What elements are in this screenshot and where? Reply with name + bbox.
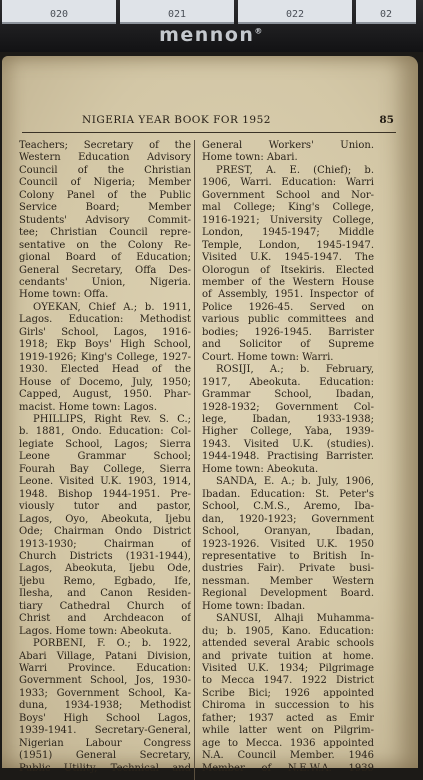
running-title: NIGERIA YEAR BOOK FOR 1952 [82,114,271,126]
text-line: Leone. Visited U.K. 1903, 1914, [19,476,191,488]
text-line: cendants' Union, Nigeria. [19,276,191,288]
text-line: House of Docemo, July, 1950; [19,376,191,388]
text-line: mal College; King's College, [202,202,374,214]
text-line: 1916-1921; University College, [202,214,374,226]
text-line: legiate School, Lagos; Sierra [19,438,191,450]
page-number: 85 [379,114,394,126]
text-line: Students' Advisory Commit- [19,214,191,226]
text-line: 1919-1926; King's College, 1927- [19,351,191,363]
text-line: 1948. Bishop 1944-1951. Pre- [19,488,191,500]
text-line: Home town: Ibadan. [202,600,306,612]
text-line: gional Board of Education; [19,252,191,264]
text-line: sentative on the Colony Re- [19,239,191,251]
scale-label: 022 [285,9,305,20]
text-line: representative to British In- [202,550,374,562]
text-line: Ibadan. Education: St. Peter's [202,488,374,500]
text-line: 1933; Government School, Ka- [19,687,191,699]
text-line: Christ and Archdeacon of [19,613,191,625]
scale-cell [238,0,352,24]
text-line: Nigerian Labour Congress [19,737,191,749]
book-page [2,56,418,774]
scale-cell [2,0,116,24]
text-line: dan, 1920-1923; Government [202,513,374,525]
column-divider [194,140,195,780]
text-line: Higher College, Yaba, 1939- [202,426,374,438]
text-line: 1906, Warri. Education: Warri [202,177,374,189]
text-line: Capped, August, 1950. Phar- [19,389,191,401]
text-line: lege, Ibadan, 1933-1938; [202,413,374,425]
scanner-logo [0,24,423,46]
scale-label: 02 [379,9,393,20]
text-line: Warri Province. Education: [19,663,191,675]
text-line: (1951) General Secretary, [19,750,191,762]
text-line: Home town: Abari. [202,152,298,164]
text-line: 1918; Ekp Boys' High School, [19,339,191,351]
scale-label: 021 [167,9,187,20]
text-line: 1943. Visited U.K. (studies). [202,438,374,450]
text-line: 1930. Elected Head of the [19,364,191,376]
scale-cell [120,0,234,24]
text-line: tiary Cathedral Church of [19,600,191,612]
scale-label: 020 [49,9,69,20]
text-line: Visited U.K. 1934; Pilgrimage [202,663,374,675]
text-line: Teachers; Secretary of the [19,140,191,151]
text-line: ROSIJI, A.; b. February, [216,364,374,376]
text-line: PHILLIPS, Right Rev. S. C.; [33,413,191,425]
text-line: tee; Christian Council repre- [19,227,191,239]
text-line: Regional Development Board. [202,588,374,600]
text-line: nessman. Member Western [202,575,374,587]
text-line: to Mecca 1947. 1922 District [202,675,374,687]
text-line: Government School and Nor- [202,189,374,201]
text-line: Scribe Bici; 1926 appointed [202,687,374,699]
text-line: Lagos. Education: Methodist [19,314,191,326]
text-line: 1913-1930; Chairman of [19,538,191,550]
left-column [19,140,191,775]
text-line: member of the Western House [202,276,374,288]
text-line: Lagos, Abeokuta, Ijebu Ode, [19,563,191,575]
text-line: father; 1937 acted as Emir [202,712,374,724]
text-line: various public committees and [202,314,374,326]
text-line: PORBENI, F. O.; b. 1922, [33,638,191,650]
text-line: School, Oranyan, Ibadan, [202,526,374,538]
text-line: Lagos, Oyo, Abeokuta, Ijebu [19,513,191,525]
text-line: Colony Panel of the Public [19,189,191,201]
text-line: Member of N.E.W.A. 1939 [202,762,374,774]
text-line: while latter went on Pilgrim- [202,725,374,737]
scanner-scale [0,0,423,22]
brand-mark: ® [254,26,264,36]
text-line: Leone Grammar School; [19,451,191,463]
text-line: 1928-1932; Government Col- [202,401,374,413]
text-line: 1923-1926. Visited U.K. 1950 [202,538,374,550]
text-line: duna, 1934-1938; Methodist [19,700,191,712]
text-line: SANDA, E. A.; b. July, 1906, [216,476,374,488]
text-line: Police 1926-45. Served on [202,301,374,313]
text-line: Temple, London, 1945-1947. [202,239,374,251]
text-line: Lagos. Home town: Abeokuta. [19,625,172,637]
text-line: Visited U.K. 1945-1947. The [202,252,374,264]
text-line: 1939-1941. Secretary-General, [19,725,191,737]
text-line: attended several Arabic schools [202,638,374,650]
text-line: Home town: Abeokuta. [202,463,319,475]
text-line: Girls' School, Lagos, 1916- [19,326,191,338]
text-line: age to Mecca. 1936 appointed [202,737,374,749]
text-line: 1944-1948. Practising Barrister. [202,451,374,463]
text-line: General Secretary, Offa Des- [19,264,191,276]
text-line: Fourah Bay College, Sierra [19,463,191,475]
text-line: bodies; 1926-1945. Barrister [202,326,374,338]
text-line: Boys' High School Lagos, [19,712,191,724]
right-column [202,140,374,775]
brand-name: mennon [159,24,255,46]
text-line: Chiroma in succession to his [202,700,374,712]
text-line: Service Board; Member [19,202,191,214]
text-line: Western Education Advisory [19,152,191,164]
text-line: Home town: Offa. [19,289,109,301]
text-line: Olorogun of Itsekiris. Elected [202,264,374,276]
text-line: School, C.M.S., Aremo, Iba- [202,501,374,513]
text-line: General Workers' Union. [202,140,374,151]
text-line: OYEKAN, Chief A.; b. 1911, [33,301,191,313]
text-line: Church Districts (1931-1944), [19,550,191,562]
scale-cell [356,0,416,24]
text-line: du; b. 1905, Kano. Education: [202,625,374,637]
scanner-bar [0,0,423,52]
text-line: Ilesha, and Canon Residen- [19,588,191,600]
text-line: 1917, Abeokuta. Education: [202,376,374,388]
text-line: macist. Home town: Lagos. [19,401,157,413]
text-line: Abari Village, Patani Division, [19,650,191,662]
text-line: SANUSI, Alhaji Muhamma- [216,613,374,625]
text-line: Public Utility, Technical and [19,762,191,774]
text-line: Council of the Christian [19,164,191,176]
text-line: Grammar School, Ibadan, [202,389,374,401]
text-line: and private tuition at home. [202,650,374,662]
text-line: PREST, A. E. (Chief); b. [216,164,374,176]
page-header [22,114,396,133]
text-line: and Solicitor of Supreme [202,339,374,351]
text-line: Ijebu Remo, Egbado, Ife, [19,575,191,587]
text-line: Government School, Jos, 1930- [19,675,191,687]
text-line: dustries Fair). Private busi- [202,563,374,575]
text-line: Court. Home town: Warri. [202,351,334,363]
text-line: of Assembly, 1951. Inspector of [202,289,374,301]
text-line: Ode; Chairman Ondo District [19,526,191,538]
text-line: viously tutor and pastor, [19,501,191,513]
text-line: Council of Nigeria; Member [19,177,191,189]
text-line: N.A. Council Member. 1946 [202,750,374,762]
text-line: London, 1945-1947; Middle [202,227,374,239]
text-line: b. 1881, Ondo. Education: Col- [19,426,191,438]
